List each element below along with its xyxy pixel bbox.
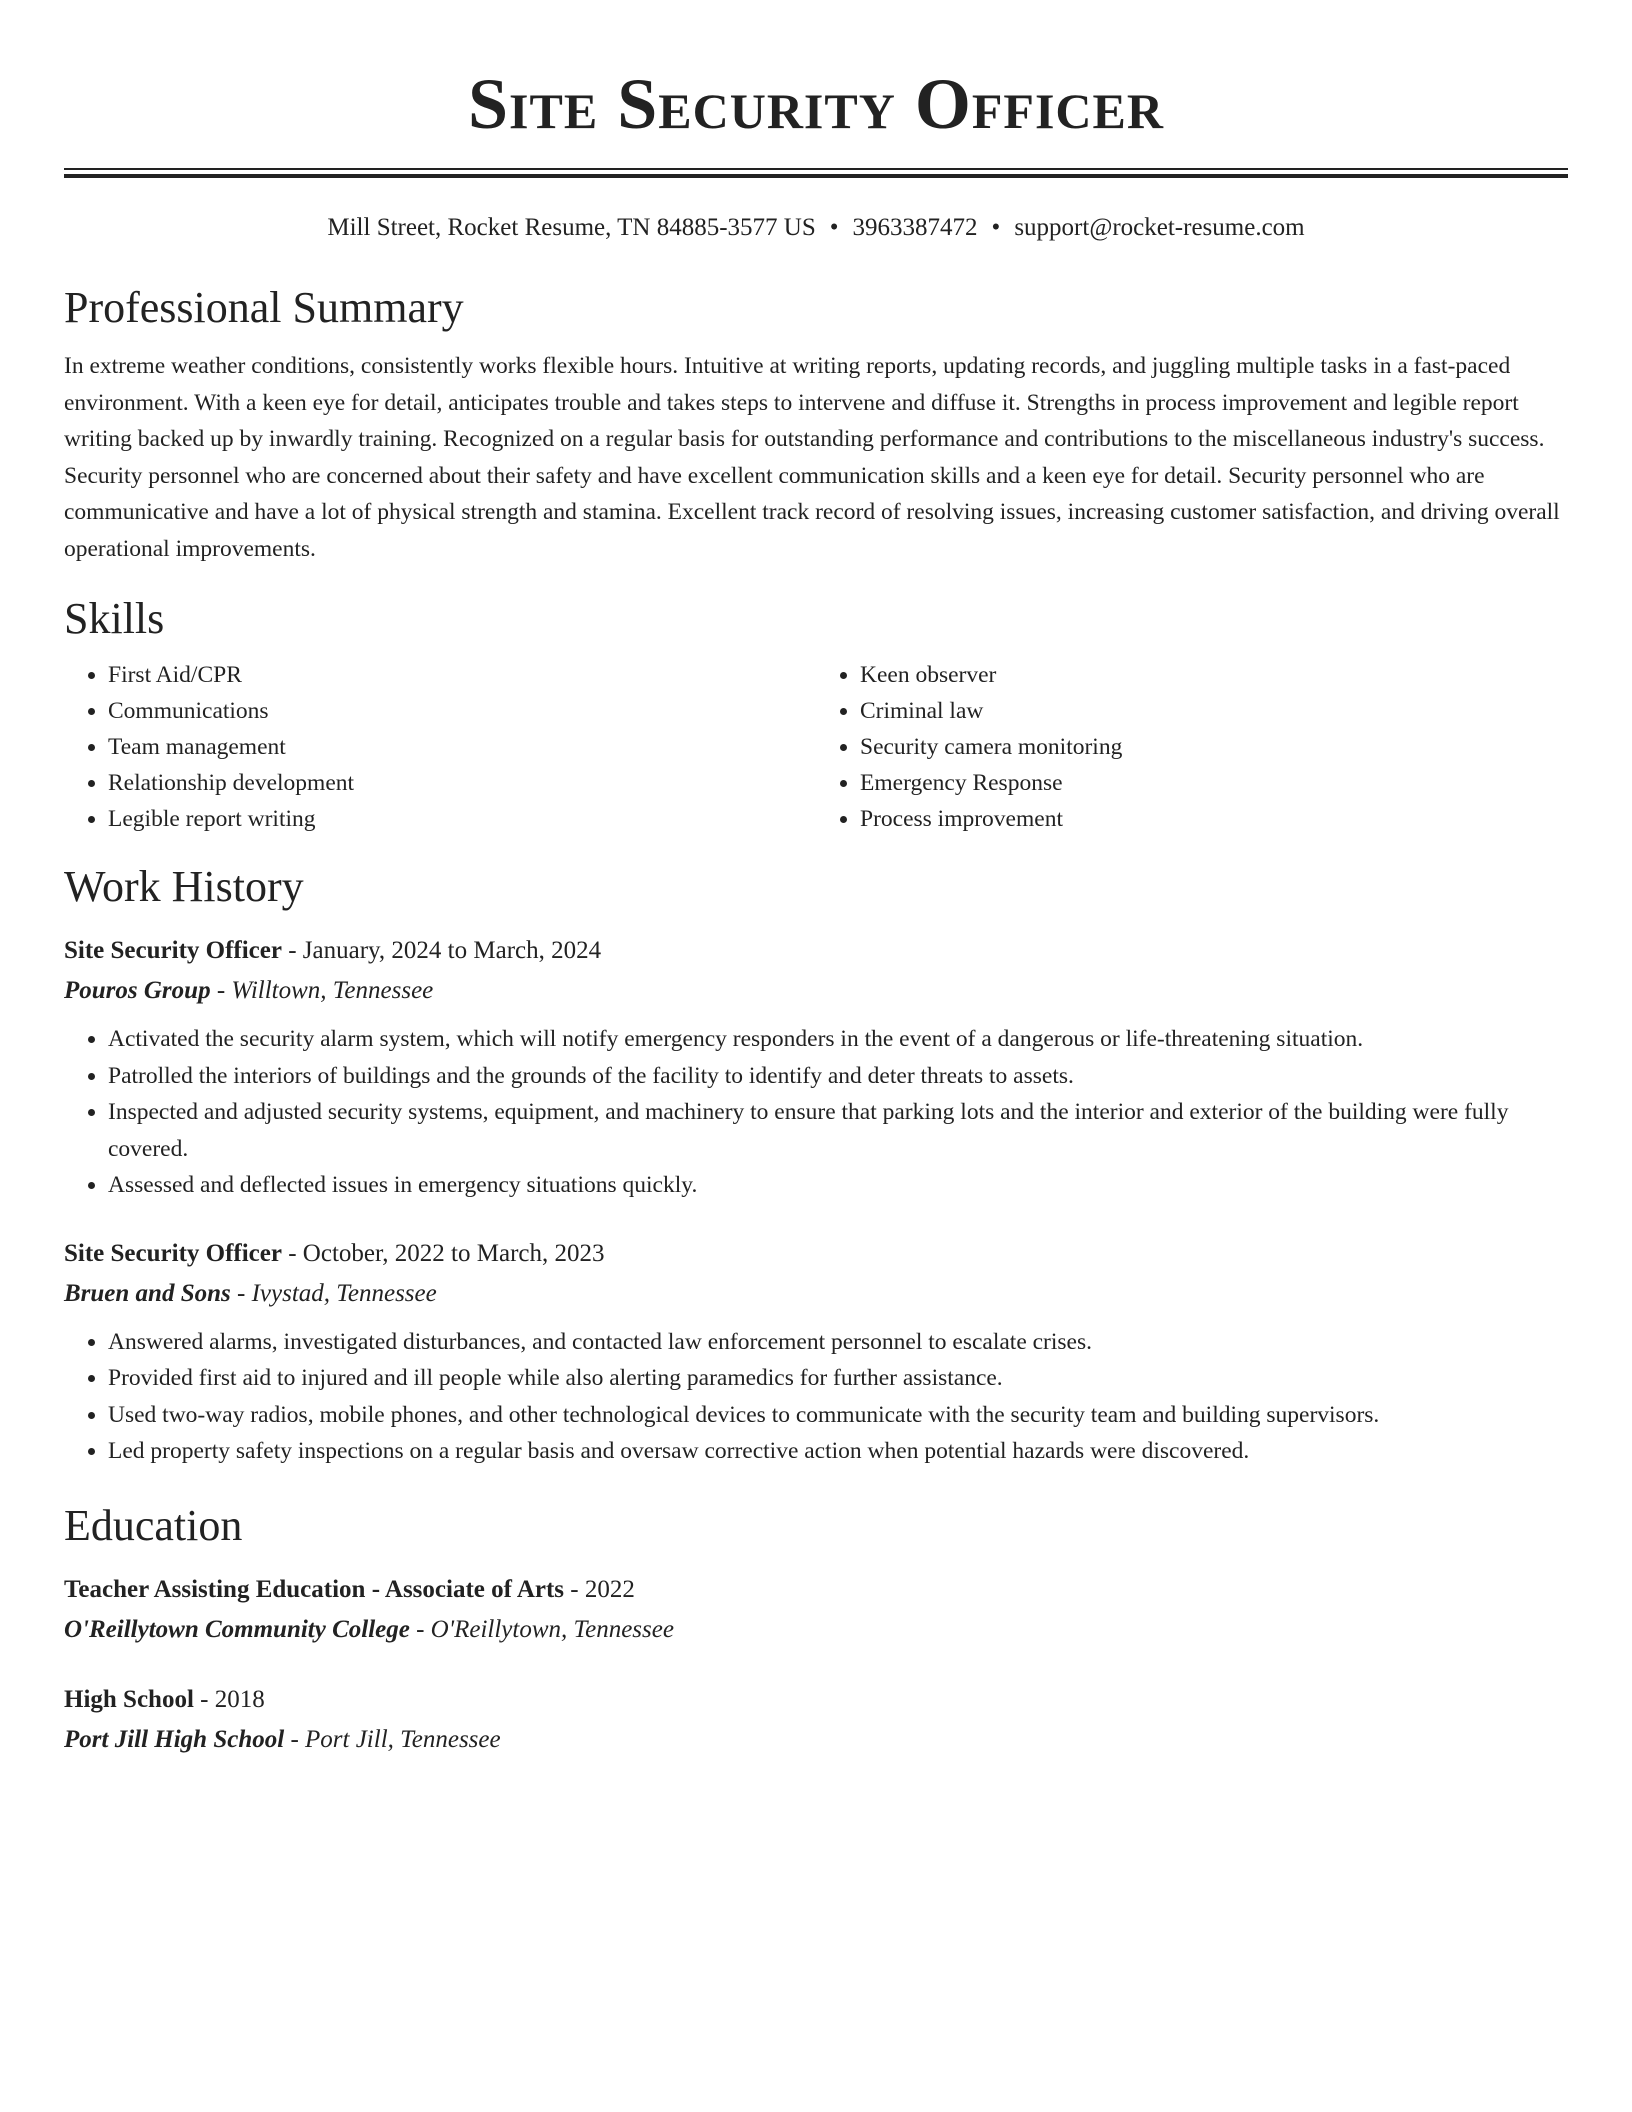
job-duty: • Answered alarms, investigated disturbances, and contacted law enforcement personnel to escalate crises. (108, 1324, 1568, 1361)
skill-item: • Criminal law (860, 693, 1568, 729)
education-degree: Teacher Assisting Education - Associate of Arts (64, 1575, 565, 1603)
summary-heading: Professional Summary (64, 283, 464, 332)
contact-address: Mill Street, Rocket Resume, TN 84885-3577 US (327, 214, 816, 241)
education-institution (64, 1610, 1568, 1650)
job-dates: - January, 2024 to March, 2024 (281, 937, 602, 964)
education-school: O'Reillytown Community College (64, 1615, 410, 1643)
title-divider (64, 168, 1568, 178)
resume-title: Site Security Officer (468, 64, 1164, 144)
skill-item: • Relationship development (108, 765, 816, 801)
job-duty: • Led property safety inspections on a regular basis and oversaw corrective action when potential hazards were discovered. (108, 1433, 1568, 1470)
summary-text: In extreme weather conditions, consistently works flexible hours. Intuitive at writing reports, updating records, and juggling multiple tasks in a fast-paced environment. With a keen eye for detail, anticipates trouble and takes steps to intervene and diffuse it. Strengths in process improvement and legible report writing backed up by inwardly training. Recognized on a regular basis for outstanding performance and contributions to the miscellaneous industry's success. Security personnel who are concerned about their safety and have excellent communication skills and a keen eye for detail. Security personnel who are communicative and have a lot of physical strength and stamina. Excellent track record of resolving issues, increasing customer satisfaction, and driving overall operational improvements. (64, 353, 1560, 562)
skills-column-left (64, 657, 816, 837)
job-entry (64, 931, 1568, 1204)
education-entry (64, 1680, 1568, 1760)
skill-item: • Keen observer (860, 657, 1568, 693)
job-duty: • Provided first aid to injured and ill people while also alerting paramedics for further assistance. (108, 1360, 1568, 1397)
job-company: Pouros Group (64, 977, 211, 1004)
job-duties (64, 1324, 1568, 1470)
education-degree: High School (64, 1685, 194, 1713)
contact-separator: • (991, 214, 1001, 241)
education-header (64, 1680, 1568, 1720)
contact-email: support@rocket-resume.com (1014, 214, 1305, 241)
education-location: - O'Reillytown, Tennessee (409, 1615, 674, 1643)
skill-item: • Security camera monitoring (860, 729, 1568, 765)
job-company: Bruen and Sons (64, 1279, 231, 1307)
job-entry (64, 1234, 1568, 1470)
job-duty: • Assessed and deflected issues in emergency situations quickly. (108, 1167, 1568, 1204)
skills-heading: Skills (64, 594, 165, 643)
education-year: - 2018 (193, 1685, 265, 1713)
job-employer (64, 971, 1568, 1011)
skills-column-right (816, 657, 1568, 837)
job-location: - Willtown, Tennessee (210, 977, 434, 1004)
skill-item: • Process improvement (860, 801, 1568, 837)
education-location: - Port Jill, Tennessee (284, 1725, 501, 1753)
skills-list (64, 657, 1568, 837)
job-duty: • Inspected and adjusted security systems, equipment, and machinery to ensure that parking lots and the interior and exterior of the building were fully covered. (108, 1094, 1568, 1167)
skill-item: • Team management (108, 729, 816, 765)
job-duty: • Activated the security alarm system, which will notify emergency responders in the event of a dangerous or life-threatening situation. (108, 1021, 1568, 1058)
education-school: Port Jill High School (64, 1725, 285, 1753)
job-header (64, 1234, 1568, 1274)
job-title: Site Security Officer (64, 1239, 282, 1267)
skill-item: • Emergency Response (860, 765, 1568, 801)
job-header (64, 931, 1568, 971)
job-duty: • Patrolled the interiors of buildings and the grounds of the facility to identify and deter threats to assets. (108, 1058, 1568, 1095)
education-institution (64, 1720, 1568, 1760)
job-duties (64, 1021, 1568, 1204)
education-heading: Education (64, 1500, 243, 1550)
job-title: Site Security Officer (64, 937, 282, 964)
job-duty: • Used two-way radios, mobile phones, and other technological devices to communicate with the security team and building supervisors. (108, 1397, 1568, 1434)
education-year: - 2022 (564, 1575, 635, 1603)
skill-item: • Communications (108, 693, 816, 729)
work-history-heading: Work History (64, 862, 304, 911)
job-dates: - October, 2022 to March, 2023 (281, 1239, 605, 1267)
contact-separator: • (829, 214, 839, 241)
contact-phone: 3963387472 (852, 214, 978, 241)
job-location: - Ivystad, Tennessee (230, 1279, 437, 1307)
education-header (64, 1570, 1568, 1610)
skill-item: • First Aid/CPR (108, 657, 816, 693)
education-entry (64, 1570, 1568, 1650)
job-employer (64, 1274, 1568, 1314)
skill-item: • Legible report writing (108, 801, 816, 837)
contact-line (64, 212, 1568, 244)
